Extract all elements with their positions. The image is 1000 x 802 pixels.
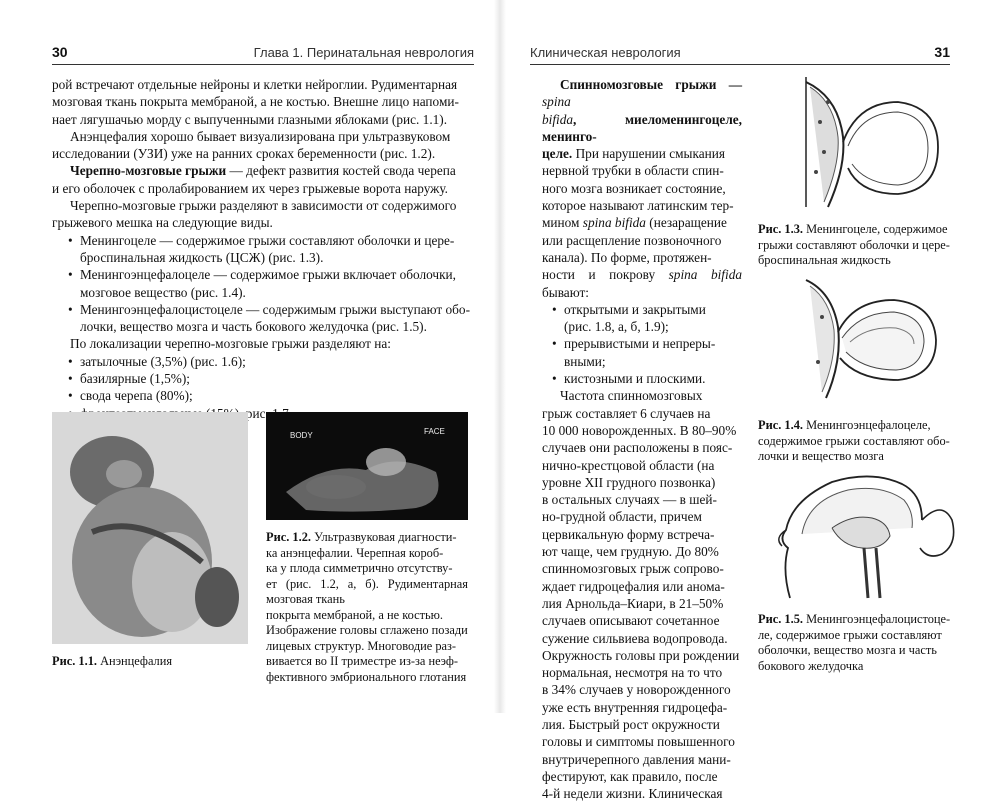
figure-1-3-caption: Рис. 1.3. Менингоцеле, содержимое грыжи составляют оболочки и цере- броспинальная жидкость	[758, 222, 950, 267]
list-item: • открытыми и закрытыми (рис. 1.8, а, б, 1.9);	[550, 301, 742, 336]
figure-1-4-diagram	[798, 272, 958, 402]
text-line: и его оболочек с пролабированием их через грыжевые ворота наружу.	[52, 180, 448, 196]
text-line: внутричерепного давления мани-	[542, 751, 731, 767]
text-line: нервной трубки в области спин-	[542, 163, 724, 179]
text-line: ждает гидроцефалия или анома-	[542, 578, 725, 594]
text-line: спинномозговых грыж сопрово-	[542, 561, 724, 577]
text-line: нормальная, несмотря на то что	[542, 665, 723, 681]
text-line: ного мозга возникает состояние,	[542, 180, 726, 196]
text-line: исследовании (УЗИ) уже на ранних сроках беременности (рис. 1.2).	[52, 146, 436, 162]
page-number-left: 30	[52, 44, 68, 60]
text-line: но-грудной области, причем	[542, 509, 702, 525]
figure-1-5-caption: Рис. 1.5. Менингоэнцефалоцистоце- ле, содержимое грыжи составляют оболочки, вещество мозга и часть бокового желудочка	[758, 612, 951, 673]
meningoencephalocele-illustration	[798, 272, 958, 402]
text-line: ют чаще, чем грудную. До 80%	[542, 544, 719, 560]
right-body-text: Спинномозговые грыжи — spina bifida, миеломенингоцеле, менинго- целе. При нарушении смыкания нервной трубки в области спин- ного мозга возникает состояние, которое называют латинским тер- мином spina bifida (незаращение или расщепление позвоночного канала). По форме, протяжен- ности и покрову spina bifida бывают: • открытыми и закрытыми (рис. 1.8, а, б, 1.9); • прерывистыми и непреры- вными; • кистозными и плоскими. Частота спинномозговых грыж составляет 6 случаев на 10 000 новорожденных. В 80–90% случаев они расположены в пояс- нично-крестцовой области (на уровне XII грудного позвонка) в остальных случаях — в шей- но-грудной области, причем цервикальную форму встреча- ют чаще, чем грудную. До 80% спинномозговых грыж сопрово- ждает гидроцефалия или анома- лия Арнольда–Киари, в 21–50% случаев описывают сочетанное сужение сильвиева водопровода. Окружность головы при рождении нормальная, несмотря на то что в 34% случаев у новорожденного уже есть внутренняя гидроцефа- лия. Быстрый рост окружности головы и симптомы повышенного внутричерепного давления мани- фестируют, как правило, после 4-й недели жизни. Клиническая	[542, 76, 742, 802]
list-item: • Менингоэнцефалоцеле — содержимое грыжи включает оболочки, мозговое вещество (рис. 1.4).	[66, 266, 474, 301]
text-line: фестируют, как правило, после	[542, 768, 718, 784]
right-page	[500, 0, 1000, 802]
text-line: лия. Быстрый рост окружности	[542, 716, 720, 732]
text-line: мозговая ткань покрыта мембраной, а не костью. Внешне лицо напоми-	[52, 94, 459, 110]
text-line: сужение сильвиева водопровода.	[542, 630, 728, 646]
text-line: канала). По форме, протяжен-	[542, 249, 712, 265]
left-page	[0, 0, 500, 713]
us-label-body: BODY	[290, 431, 313, 440]
text-line: грыж составляет 6 случаев на	[542, 405, 711, 421]
figure-1-1-photo	[52, 412, 248, 644]
text-line: нает лягушачью морду с выпученными глазными яблоками (рис. 1.1).	[52, 111, 448, 127]
text-line: По локализации черепно-мозговые грыжи разделяют на:	[70, 336, 391, 352]
page-number-right: 31	[934, 44, 950, 60]
text-line: Частота спинномозговых	[560, 388, 703, 404]
list-item: • свода черепа (80%);	[66, 387, 474, 404]
figure-1-2-ultrasound	[266, 412, 468, 520]
text-line: случаев они расположены в пояс-	[542, 440, 733, 456]
figure-1-2-caption: Рис. 1.2. Ультразвуковая диагности- ка анэнцефалии. Черепная короб- ка у плода симметрично отсутству- ет (рис. 1.2, а, б). Рудиментарная мозговая ткань покрыта мембраной, а не костью. Изображение головы сглажено позади лицевых структур. Многоводие раз- вивается во II триместре из-за неэф- фективного эмбрионального глотания	[266, 530, 468, 684]
right-running-header	[530, 44, 950, 65]
anencephaly-photo-illustration	[52, 412, 248, 644]
left-running-header	[52, 44, 474, 65]
chapter-title: Глава 1. Перинатальная неврология	[253, 45, 474, 60]
text-line: в 34% случаев у новорожденного	[542, 682, 731, 698]
text-line: случаев описывают сочетанное	[542, 613, 720, 629]
text-line: нично-крестцовой области (на	[542, 457, 715, 473]
list-item: • затылочные (3,5%) (рис. 1.6);	[66, 353, 474, 370]
text-line: в остальных случаях — в шей-	[542, 492, 717, 508]
left-body-text	[52, 76, 474, 422]
list-item: • рис.	[66, 405, 474, 422]
text-line: рой встречают отдельные нейроны и клетки нейроглии. Рудиментарная	[52, 77, 458, 92]
list-item: • Менингоцеле — содержимое грыжи составляют оболочки и цере- броспинальная жидкость (ЦСЖ) (рис. 1.3).	[66, 232, 474, 267]
ultrasound-image	[266, 412, 468, 520]
cranial-hernia-def: Черепно-мозговые грыжи — дефект развития костей свода черепа	[70, 163, 456, 179]
text-line: Черепно-мозговые грыжи разделяют в зависимости от содержимого	[70, 198, 457, 214]
figure-1-1-caption: Рис. 1.1. Анэнцефалия	[52, 654, 173, 668]
meningocele-illustration	[798, 72, 958, 212]
text-line: 4-й недели жизни. Клиническая	[542, 786, 723, 802]
text-line: Окружность головы при рождении	[542, 647, 740, 663]
text-line: или расщепление позвоночного	[542, 232, 722, 248]
text-line: уже есть внутренняя гидроцефа-	[542, 699, 728, 715]
text-line: которое называют латинским тер-	[542, 198, 734, 214]
us-label-face: FACE	[424, 427, 445, 436]
figure-1-3-diagram	[798, 72, 958, 212]
text-line: Анэнцефалия хорошо бывает визуализирована при ультразвуковом	[70, 128, 451, 144]
text-line: цервикальную форму встреча-	[542, 526, 715, 542]
text-line: грыжевого мешка на следующие виды.	[52, 215, 273, 231]
text-line: уровне XII грудного позвонка)	[542, 474, 716, 490]
list-item: • базилярные (1,5%);	[66, 370, 474, 387]
list-item: • Менингоэнцефалоцистоцеле — содержимым грыжи выступают обо- лочки, вещество мозга и часть бокового желудочка (рис. 1.5).	[66, 301, 474, 336]
figure-1-5-diagram	[772, 470, 958, 602]
spina-bifida-heading: Спинномозговые грыжи — spina	[542, 77, 742, 110]
term-cranial-hernia: Черепно-мозговые грыжи	[70, 163, 227, 179]
text-line: лия Арнольда–Киари, в 21–50%	[542, 595, 724, 611]
text-line: 10 000 новорожденных. В 80–90%	[542, 422, 737, 438]
figure-1-4-caption: Рис. 1.4. Менингоэнцефалоцеле, содержимое грыжи составляют обо- лочки и вещество мозга	[758, 418, 950, 463]
text-line: головы и симптомы повышенного	[542, 734, 735, 750]
list-item: • прерывистыми и непреры- вными;	[550, 335, 742, 370]
meningoencephalocystocele-illustration	[772, 470, 958, 602]
list-item: • кистозными и плоскими.	[550, 370, 742, 387]
running-title: Клиническая неврология	[530, 45, 681, 60]
